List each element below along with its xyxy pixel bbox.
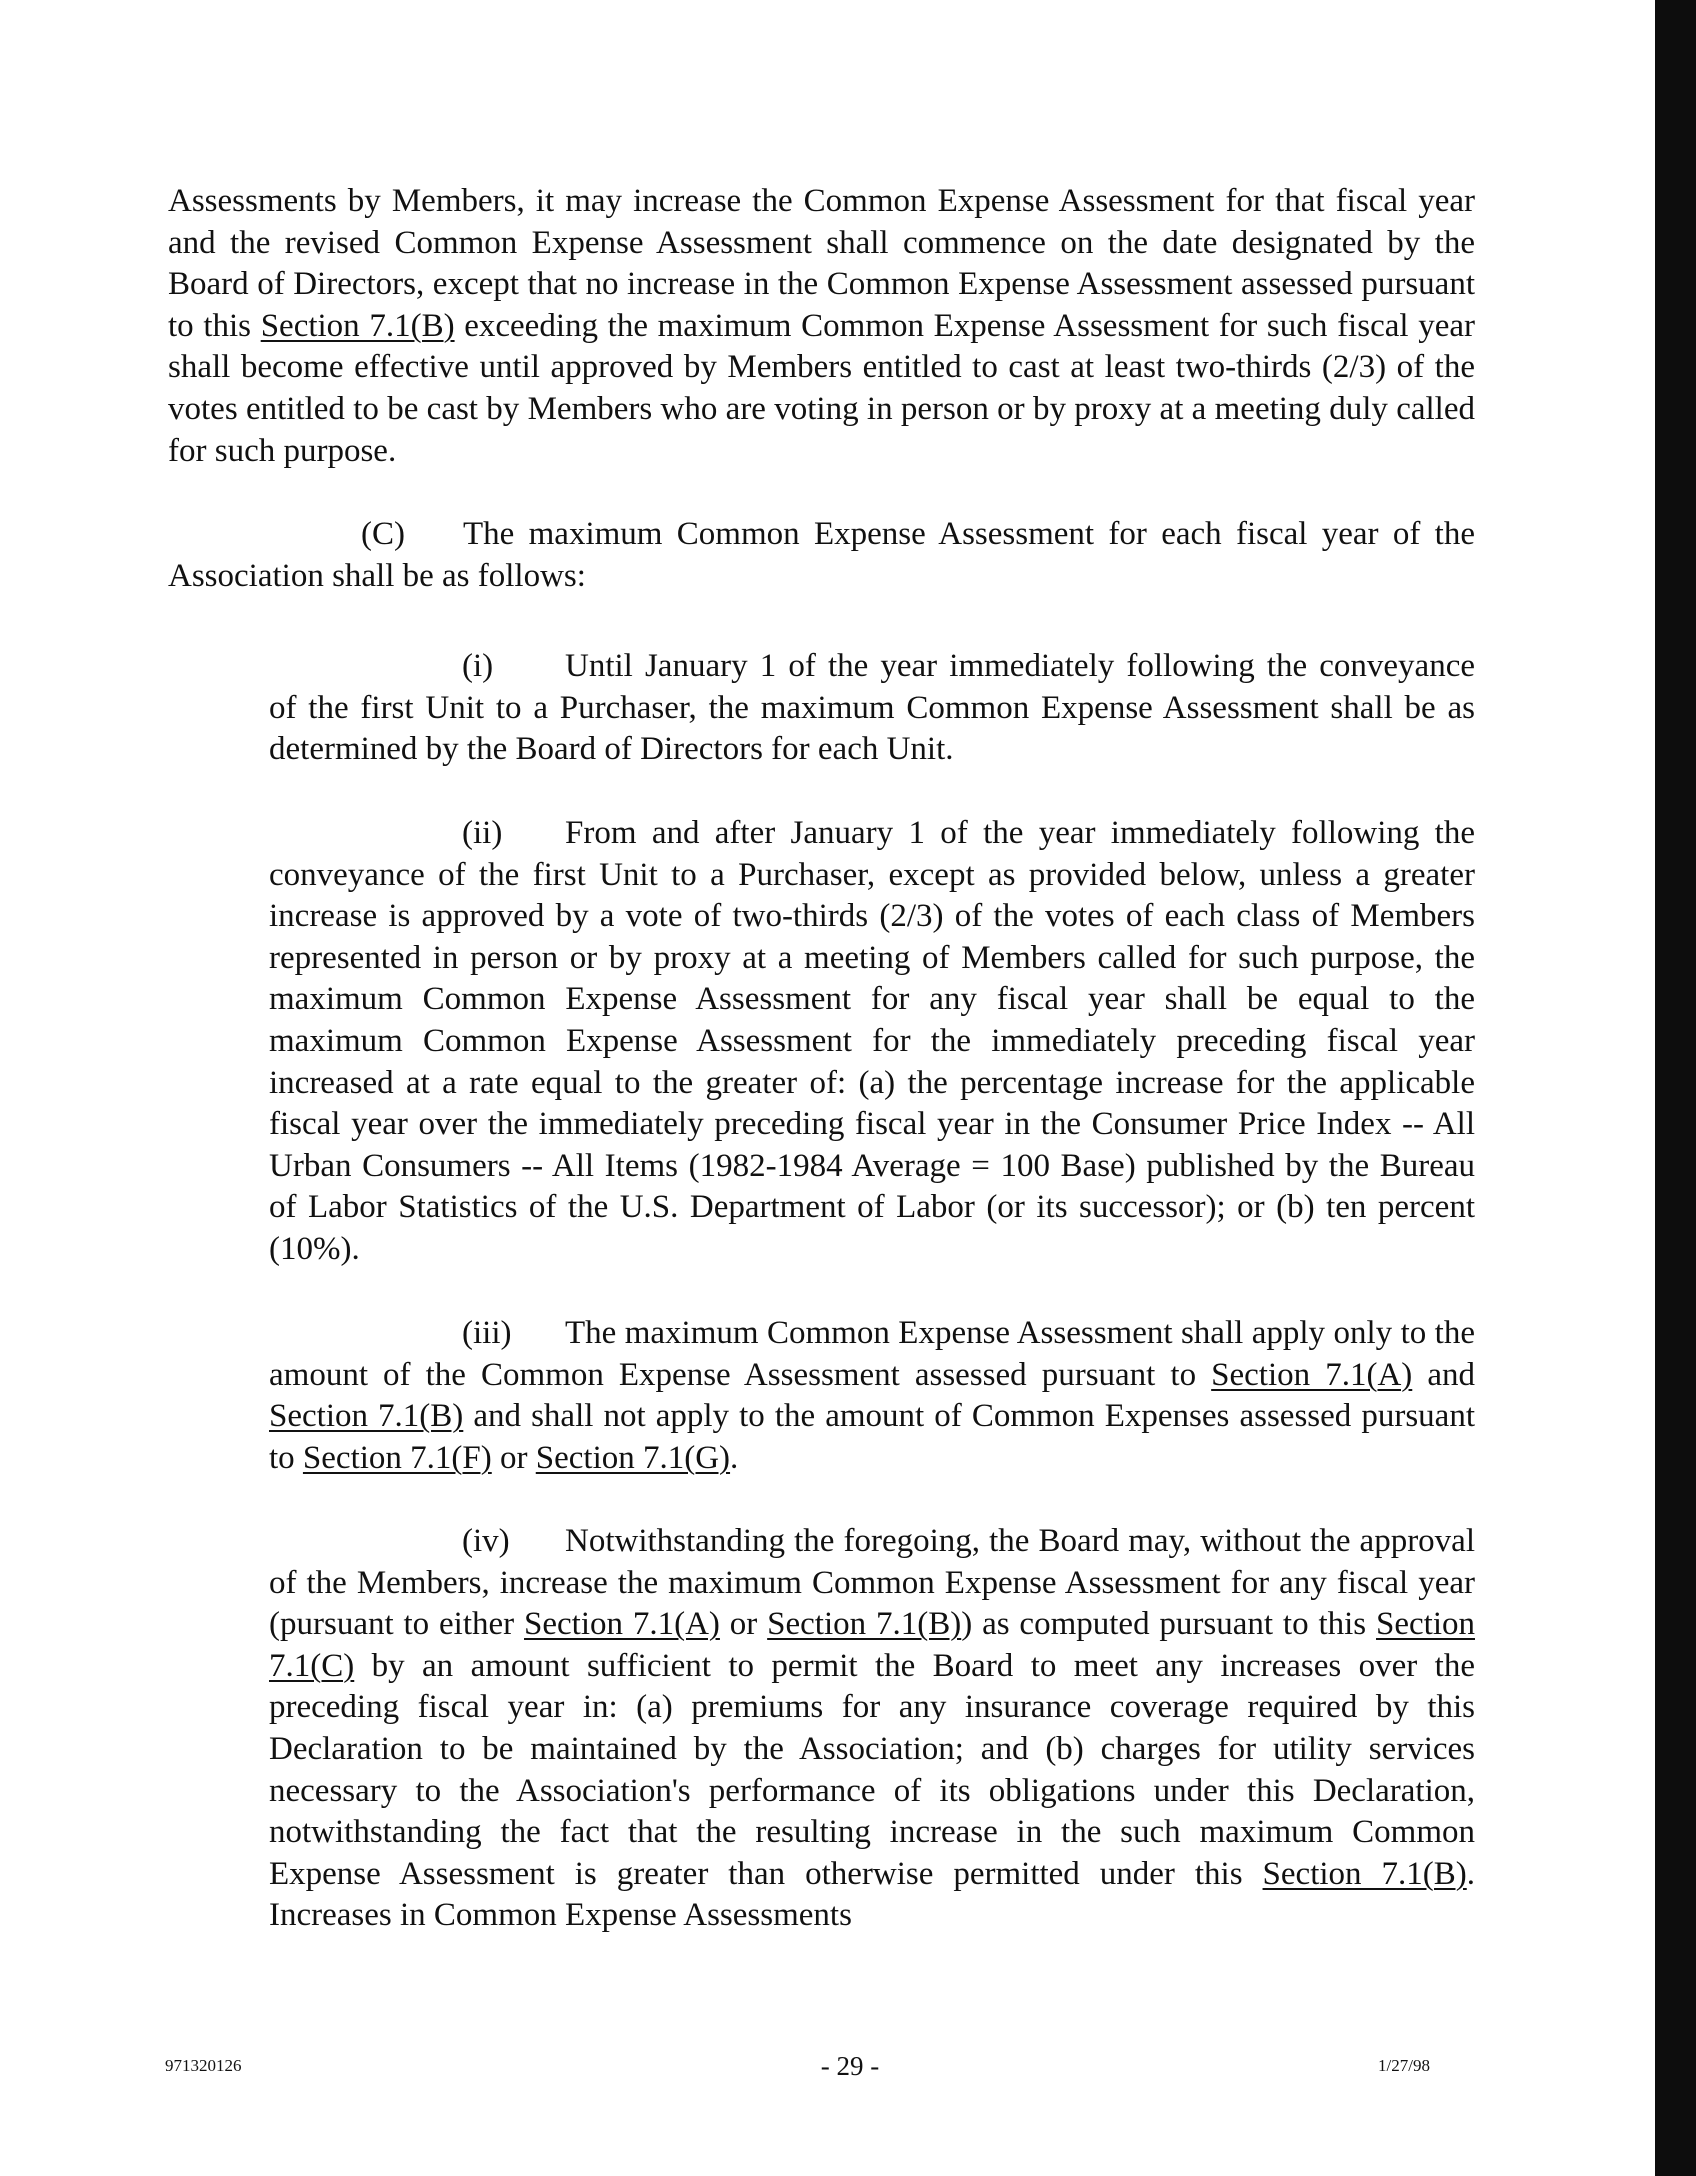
paragraph-ii (269, 813, 1475, 1271)
section-ref: Section 7.1(B) (269, 1398, 464, 1435)
clause-marker: (i) (462, 648, 494, 684)
paragraph-iv (269, 1521, 1475, 1937)
clause-marker: (C) (361, 516, 405, 552)
section-ref: Section 7.1(A) (1211, 1356, 1413, 1393)
footer-doc-number: 971320126 (165, 2056, 242, 2075)
paragraph-assessment-increase (168, 181, 1475, 472)
section-ref: Section 7.1(G) (535, 1439, 731, 1476)
text: The maximum Common Expense Assessment for each fiscal year of the Association shall be as follows: (168, 516, 1475, 594)
section-ref: Section 7.1(A) (524, 1606, 720, 1643)
footer-page-number: - 29 - (820, 2051, 880, 2081)
clause-marker: (ii) (462, 815, 503, 851)
text: Assessments by Members, it may increase the Common Expense Assessment for that fiscal year and the revised Common Expense Assessment shall commence on the date designated by the Board of Directors, except that no increase in the Common Expense Assessment assessed pursuant to this (168, 183, 1475, 344)
section-ref: Section 7.1(B) (767, 1606, 962, 1643)
text: and shall not apply to the amount of Common Expenses assessed pursuant to (269, 1398, 1475, 1476)
text: Until January 1 of the year immediately following the conveyance of the first Unit to a Purchaser, the maximum Common Expense Assessment shall be as determined by the Board of Directors for each Unit. (269, 648, 1475, 768)
section-ref: Section 7.1(F) (302, 1439, 492, 1476)
text: The maximum Common Expense Assessment shall apply only to the amount of the Common Expense Assessment assessed pursuant to (269, 1315, 1475, 1393)
paragraph-c-maximum-assessment (168, 514, 1475, 597)
text: and (1412, 1356, 1475, 1393)
footer-date: 1/27/98 (1378, 2056, 1430, 2075)
scan-edge-bar (1655, 0, 1696, 2176)
text: . (730, 1439, 739, 1476)
section-ref: Section 7.1(C) (269, 1606, 1475, 1684)
section-ref: Section 7.1(B) (260, 307, 455, 344)
text: ) as computed pursuant to this (961, 1606, 1377, 1643)
text: From and after January 1 of the year immediately following the conveyance of the first Unit to a Purchaser, except as provided below, unless a greater increase is approved by a vote of two-thirds (2/3) of the votes of each class of Members represented in person or by proxy at a meeting of Members called for such purpose, the maximum Common Expense Assessment for any fiscal year shall be equal to the maximum Common Expense Assessment for the immediately preceding fiscal year increased at a rate equal to the greater of: (a) the percentage increase for the applicable fiscal year over the immediately preceding fiscal year in the Consumer Price Index -- All Urban Consumers -- All Items (1982-1984 Average = 100 Base) published by the Bureau of Labor Statistics of the U.S. Department of Labor (or its successor); or (b) ten percent (10%). (269, 815, 1475, 1267)
text: or (719, 1606, 768, 1643)
paragraph-iii (269, 1313, 1475, 1479)
section-ref: Section 7.1(B) (1262, 1855, 1467, 1892)
text: or (491, 1439, 536, 1476)
text: exceeding the maximum Common Expense Assessment for such fiscal year shall become effective until approved by Members entitled to cast at least two-thirds (2/3) of the votes entitled to be cast by Members who are voting in person or by proxy at a meeting duly called for such purpose. (168, 307, 1475, 469)
clause-marker: (iv) (462, 1523, 510, 1559)
text: . Increases in Common Expense Assessments (269, 1855, 1475, 1934)
text: Notwithstanding the foregoing, the Board may, without the approval of the Members, increase the maximum Common Expense Assessment for any fiscal year (pursuant to either (269, 1523, 1475, 1643)
clause-marker: (iii) (462, 1315, 512, 1351)
paragraph-i (269, 646, 1475, 771)
text: by an amount sufficient to permit the Board to meet any increases over the preceding fiscal year in: (a) premiums for any insurance coverage required by this Declaration to be maintained by the Association; and (b) charges for utility services necessary to the Association's performance of its obligations under this Declaration, notwithstanding the fact that the resulting increase in the such maximum Common Expense Assessment is greater than otherwise permitted under this (269, 1647, 1475, 1892)
